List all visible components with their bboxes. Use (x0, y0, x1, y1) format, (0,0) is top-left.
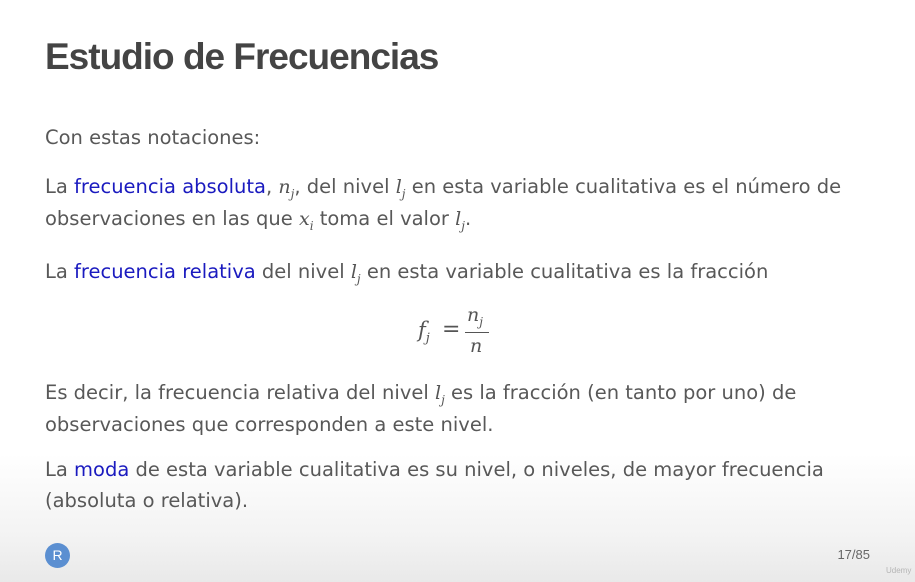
formula-relative-frequency (0, 304, 915, 360)
text: La (45, 260, 75, 283)
term-moda: moda (74, 458, 130, 481)
text: , del nivel (294, 175, 396, 198)
udemy-watermark-icon: Udemy (886, 566, 912, 575)
paragraph-relative-frequency (45, 256, 875, 288)
formula-equals: = (442, 317, 461, 342)
text: Es decir, la frecuencia relativa del nivel (45, 381, 435, 404)
paragraph-absolute-frequency (45, 171, 875, 235)
math-x-i: $x_i$ (298, 208, 314, 233)
text: toma el valor (313, 207, 456, 230)
page-number: 17/85 (837, 547, 870, 562)
text: del nivel (255, 260, 351, 283)
slide-title: Estudio de Frecuencias (45, 36, 439, 77)
math-l-j: $l_j$ (350, 261, 361, 286)
text: La (45, 175, 75, 198)
math-n-j: $n_j$ (278, 176, 295, 201)
text: es la fracción (en tanto por uno) de observaciones que corresponden a este nivel. (45, 381, 797, 436)
r-logo-icon: R (45, 543, 70, 568)
term-frecuencia-absoluta: frecuencia absoluta (74, 175, 266, 198)
paragraph-explanation (45, 377, 875, 440)
math-l-j: $l_j$ (455, 208, 465, 233)
math-l-j: $l_j$ (434, 382, 445, 407)
fraction-bar (465, 332, 489, 333)
text: en esta variable cualitativa es el número de observaciones en las que (45, 175, 842, 230)
formula-lhs: $f_j$ (418, 318, 430, 346)
text: La (45, 458, 75, 481)
formula-denominator: n (470, 335, 483, 357)
term-frecuencia-relativa: frecuencia relativa (74, 260, 256, 283)
text: , (265, 175, 279, 198)
math-l-j: $l_j$ (395, 176, 406, 201)
text: en esta variable cualitativa es la fracción (360, 260, 769, 283)
formula-numerator: $n_j$ (467, 304, 483, 329)
intro-text: Con estas notaciones: (45, 126, 261, 149)
paragraph-mode (45, 454, 875, 516)
text: de esta variable cualitativa es su nivel, o niveles, de mayor frecuencia (absoluta o relativa). (45, 458, 824, 512)
text: . (464, 207, 472, 230)
